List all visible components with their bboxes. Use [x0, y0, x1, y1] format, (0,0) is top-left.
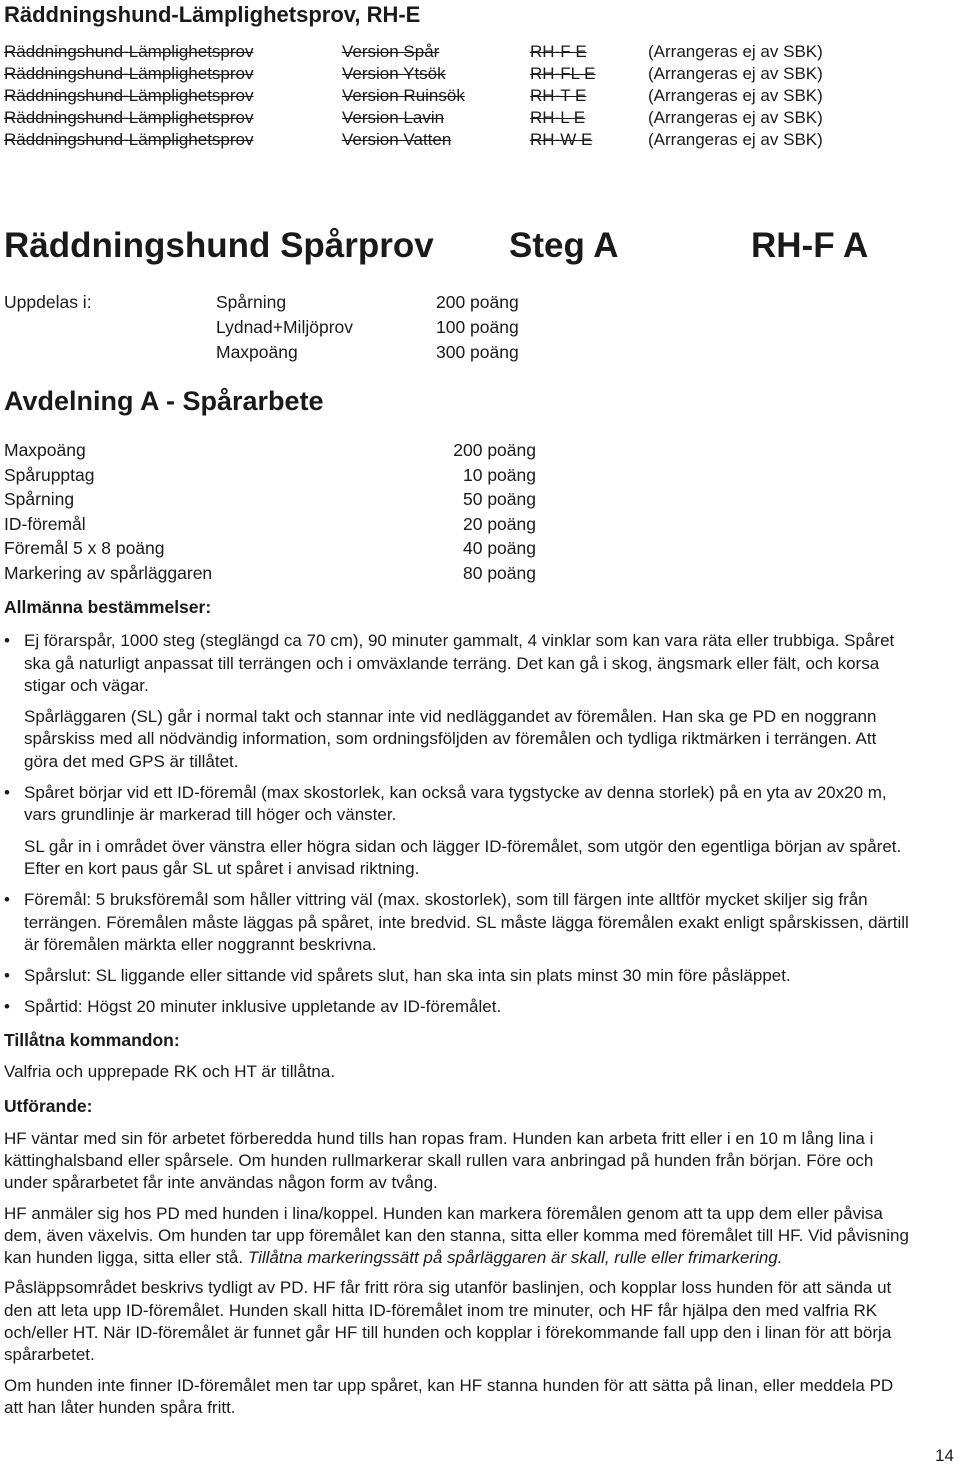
version-name: Räddningshund-Lämplighetsprov: [4, 86, 254, 105]
score-item: ID-föremål: [4, 513, 86, 534]
split-row: [4, 340, 604, 365]
page-number: 14: [935, 1446, 954, 1465]
commands-heading: Tillåtna kommandon:: [4, 1029, 180, 1050]
version-variant: Version Lavin: [342, 108, 445, 127]
rule-bullet: • Ej förarspår, 1000 steg (steglängd ca 70 cm), 90 minuter gammalt, 4 vinklar som kan vara räta eller trubbiga. Spåret ska gå naturligt anpassat till terrängen och i omväxlande terräng. Det kan gå i skog, ängsmark eller fält, och korsa stigar och vägar.: [4, 630, 914, 697]
score-points: 20 poäng: [463, 513, 536, 534]
version-note: (Arrangeras ej av SBK): [648, 42, 823, 61]
version-note: (Arrangeras ej av SBK): [648, 64, 823, 83]
rule-bullet: • Spårtid: Högst 20 minuter inklusive uppletande av ID-föremålet.: [4, 996, 914, 1018]
version-variant: Version Ytsök: [342, 64, 446, 83]
version-row: [4, 63, 914, 85]
version-code: RH-F E: [530, 42, 587, 61]
execution-paragraph: HF väntar med sin för arbetet förberedda hund tills han ropas fram. Hunden kan arbeta fritt eller i en 10 m lång lina i kättinghalsband eller spårsele. Om hunden rullmarkerar skall rullen vara anbringad på hunden från början. Före och under spårarbetet får inte användas någon form av tvång.: [4, 1128, 874, 1193]
version-variant: Version Vatten: [342, 130, 452, 149]
page-title: Räddningshund-Lämplighetsprov, RH-E: [4, 2, 421, 27]
score-item: Spårning: [4, 489, 75, 510]
execution-heading: Utförande:: [4, 1096, 93, 1117]
body-text: [4, 596, 914, 1427]
execution-paragraph: [4, 1203, 914, 1270]
execution-paragraph: Påsläppsområdet beskrivs tydligt av PD. HF får fritt röra sig utanför baslinjen, och kopplar loss hunden för att sända ut den att leta upp ID-föremålet. Hunden skall hitta ID-föremålet inom tre minuter, och HF får hjälpa den med valfria RK och/eller HT. När ID-föremålet är funnet går HF till hunden och kopplar i förekommande fall upp den i linan för att börja spårarbetet.: [4, 1278, 892, 1365]
split-table: [4, 290, 604, 365]
split-item: Lydnad+Miljöprov: [216, 317, 354, 337]
version-name: Räddningshund-Lämplighetsprov: [4, 130, 254, 149]
score-points: 200 poäng: [453, 440, 536, 460]
version-name: Räddningshund-Lämplighetsprov: [4, 108, 254, 127]
execution-paragraph-italic: Tillåtna markeringssätt på spårläggaren är skall, rulle eller frimarkering.: [247, 1248, 783, 1268]
score-points: 80 poäng: [463, 562, 536, 583]
version-code: RH-W E: [530, 130, 593, 149]
version-row: [4, 107, 914, 129]
split-label: Uppdelas i:: [4, 292, 92, 312]
version-code: RH-FL E: [530, 64, 596, 83]
test-heading: [4, 226, 904, 272]
version-row: [4, 129, 914, 151]
split-points: 100 poäng: [436, 317, 519, 337]
split-row: [4, 290, 604, 315]
version-row: [4, 85, 914, 107]
split-item: Maxpoäng: [216, 342, 298, 362]
version-code: RH-T E: [530, 86, 587, 105]
split-item: Spårning: [216, 292, 287, 312]
execution-paragraph-text: HF anmäler sig hos PD med hunden i lina/koppel. Hunden kan markera föremålen genom att ta upp dem eller påvisa dem, även växelvis. Om hunden tar upp föremålet kan den stanna, sitta eller komma med föremålet till HF. Vid påvisning kan hunden ligga, sitta eller stå.: [4, 1203, 909, 1268]
execution-paragraph: Om hunden inte finner ID-föremålet men tar upp spåret, kan HF stanna hunden för att sätta på linan, eller meddela PD att han låter hunden spåra fritt.: [4, 1375, 894, 1417]
score-item: Spårupptag: [4, 464, 95, 485]
score-row: [4, 536, 604, 561]
version-note: (Arrangeras ej av SBK): [648, 130, 823, 149]
version-row: [4, 41, 914, 63]
version-name: Räddningshund-Lämplighetsprov: [4, 64, 254, 83]
version-list: [4, 41, 914, 151]
version-name: Räddningshund-Lämplighetsprov: [4, 42, 254, 61]
split-points: 200 poäng: [436, 292, 519, 312]
version-variant: Version Ruinsök: [342, 86, 465, 105]
score-row: [4, 487, 604, 512]
version-note: (Arrangeras ej av SBK): [648, 86, 823, 105]
score-row: [4, 512, 604, 537]
rule-bullet: • Spåret börjar vid ett ID-föremål (max skostorlek, kan också vara tygstycke av denna storlek) på en yta av 20x20 m, vars grundlinje är markerad till höger och vänster.: [4, 782, 914, 827]
score-points: 10 poäng: [463, 464, 536, 485]
test-heading-title: Räddningshund Spårprov: [4, 226, 434, 265]
version-code: RH-L E: [530, 108, 586, 127]
test-heading-step: Steg A: [509, 226, 619, 265]
rule-paragraph: SL går in i området över vänstra eller högra sidan och lägger ID-föremålet, som utgör den egentliga början av spåret. Efter en kort paus går SL ut spåret i anvisad riktning.: [24, 836, 902, 878]
score-table: [4, 438, 604, 586]
score-row: [4, 438, 604, 463]
rule-paragraph: Spårläggaren (SL) går i normal takt och stannar inte vid nedläggandet av föremålen. Han ska ge PD en noggrann spårskiss med all nödvändig information, som ordningsföljden av föremålen och tydliga riktmärken i terrängen. Att göra det med GPS är tillåtet.: [24, 707, 877, 771]
score-row: [4, 561, 604, 586]
version-variant: Version Spår: [342, 42, 440, 61]
version-note: (Arrangeras ej av SBK): [648, 108, 823, 127]
split-row: [4, 315, 604, 340]
commands-text: Valfria och upprepade RK och HT är tillåtna.: [4, 1062, 336, 1082]
general-rules-heading: Allmänna bestämmelser:: [4, 597, 212, 617]
test-heading-code: RH-F A: [751, 226, 869, 265]
score-item: Maxpoäng: [4, 440, 86, 460]
rule-bullet: • Föremål: 5 bruksföremål som håller vittring väl (max. skostorlek), som till färgen inte alltför mycket skiljer sig från terrängen. Föremålen måste läggas på spåret, inte bredvid. SL måste lägga föremålen exakt enligt spårskissen, därtill är föremålen märkta eller noggrannt beskrivna.: [4, 889, 914, 956]
rule-bullet: • Spårslut: SL liggande eller sittande vid spårets slut, han ska inta sin plats minst 30 min före påsläppet.: [4, 965, 914, 987]
score-row: [4, 463, 604, 488]
split-points: 300 poäng: [436, 342, 519, 362]
score-item: Markering av spårläggaren: [4, 562, 213, 583]
score-points: 40 poäng: [463, 538, 536, 559]
section-a-title: Avdelning A - Spårarbete: [4, 386, 324, 416]
score-points: 50 poäng: [463, 489, 536, 510]
score-item: Föremål 5 x 8 poäng: [4, 538, 165, 559]
